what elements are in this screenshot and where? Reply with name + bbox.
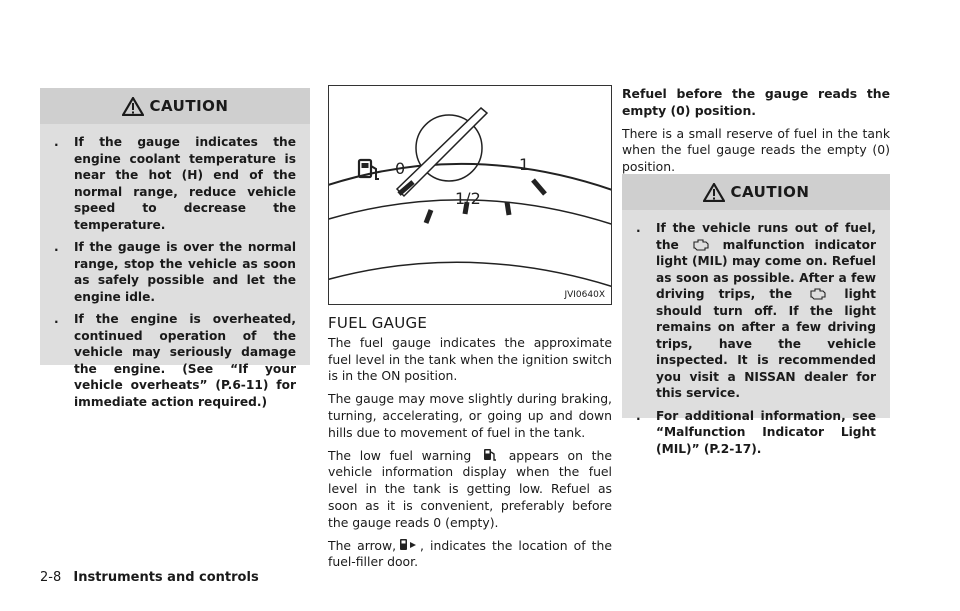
paragraph: There is a small reserve of fuel in the tank when the fuel gauge reads the empty (0) position. — [622, 125, 890, 175]
page-footer — [40, 570, 259, 585]
fuel-gauge-figure — [328, 85, 612, 305]
malfunction-indicator-icon — [809, 288, 827, 300]
fuel-gauge-illustration — [329, 86, 612, 305]
caution-item: . If the engine is overheated, continued operation of the vehicle may seriously damage the engine. (See “If your vehicle overheats” (P.6-11) for immediate action required.) — [54, 312, 296, 409]
fuel-gauge-section — [328, 315, 612, 577]
paragraph: The arrow, , indicates the location of the fuel-filler door. — [328, 537, 612, 570]
right-caution-box — [622, 174, 890, 456]
caution-item: . For additional information, see “Malfunction Indicator Light (MIL)” (P.2-17). — [636, 408, 876, 456]
section-heading: FUEL GAUGE — [328, 314, 428, 332]
malfunction-indicator-icon — [692, 239, 710, 251]
caution-item: . If the gauge indicates the engine coolant temperature is near the hot (H) end of the normal range, reduce vehicle speed to decrease the temperature. — [54, 135, 296, 232]
caution-header — [622, 174, 890, 210]
gauge-mark-full: 1 — [519, 155, 530, 174]
left-caution-box — [40, 88, 310, 409]
refuel-notice: Refuel before the gauge reads the empty (0) position. — [622, 86, 890, 118]
caution-item: . If the vehicle runs out of fuel, the malfunction indicator light (MIL) may come on. Refuel as soon as possible. After a few driving trips, the light should turn off. If the light remains on after a few driving trips, have the vehicle inspected. It is recommended you visit a NISSAN dealer for this service. — [636, 221, 877, 400]
low-fuel-warning-icon — [483, 448, 497, 462]
figure-label: JVI0640X — [564, 290, 605, 300]
section-name: Instruments and controls — [73, 570, 259, 585]
warning-triangle-icon — [122, 97, 144, 116]
caution-header — [40, 88, 310, 124]
caution-title: CAUTION — [730, 183, 810, 201]
page-number: 2-8 — [40, 570, 62, 585]
caution-item: . If the gauge is over the normal range, stop the vehicle as soon as safely possible and let the engine idle. — [54, 240, 296, 304]
warning-triangle-icon — [703, 183, 725, 202]
caution-title: CAUTION — [149, 97, 229, 115]
refuel-section — [622, 86, 890, 182]
gauge-mark-half: 1/2 — [455, 189, 481, 208]
fuel-door-arrow-icon — [399, 538, 417, 552]
gauge-mark-empty: 0 — [395, 159, 406, 178]
paragraph: The fuel gauge indicates the approximate fuel level in the tank when the ignition switch is in the ON position. — [328, 334, 612, 384]
paragraph: The gauge may move slightly during braking, turning, accelerating, or going up and down hills due to movement of fuel in the tank. — [328, 391, 612, 440]
fuel-pump-icon — [359, 160, 379, 179]
paragraph: The low fuel warning appears on the vehicle information display when the fuel level in the tank is getting low. Refuel as soon as it is convenient, preferably before the gauge reads 0 (empty). — [328, 447, 612, 530]
